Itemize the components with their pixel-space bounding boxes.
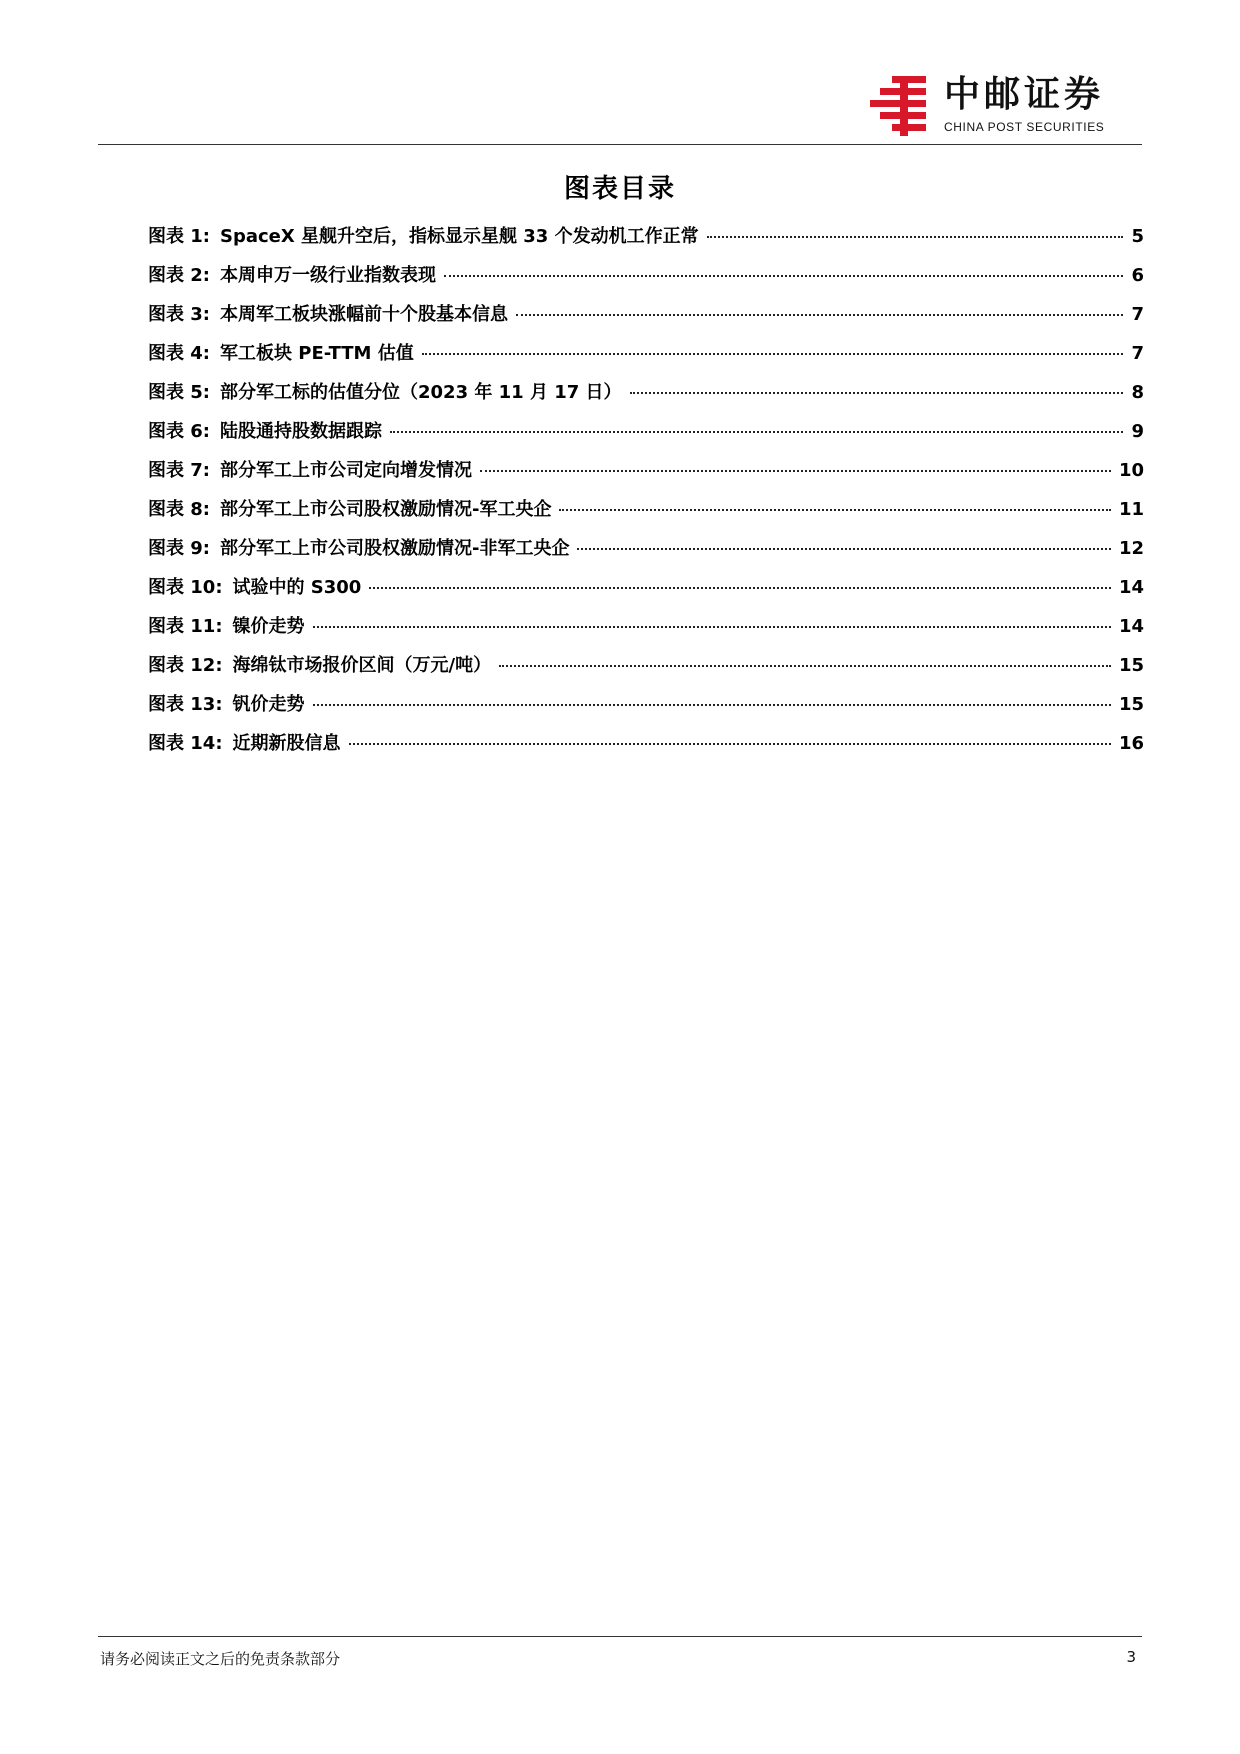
dot-leader: [313, 626, 1111, 628]
page-number: 3: [1126, 1648, 1136, 1666]
toc-entry-page: 6: [1131, 265, 1144, 286]
toc-entry-title: 近期新股信息: [232, 733, 341, 754]
toc-entry[interactable]: [148, 534, 1144, 573]
toc-entry-label: 图表 1:: [148, 226, 210, 247]
toc-entry-title: SpaceX 星舰升空后，指标显示星舰 33 个发动机工作正常: [220, 226, 699, 247]
toc-entry-title: 部分军工上市公司定向增发情况: [220, 460, 472, 481]
toc-entry[interactable]: [148, 261, 1144, 300]
toc-entry-label: 图表 7:: [148, 460, 210, 481]
footer-divider: [98, 1636, 1142, 1637]
toc-entry-title: 镍价走势: [232, 616, 305, 637]
toc-entry-title: 部分军工上市公司股权激励情况-非军工央企: [220, 538, 570, 559]
logo-chinese-name: 中邮证券: [944, 74, 1105, 115]
dot-leader: [516, 314, 1123, 316]
dot-leader: [577, 548, 1110, 550]
toc-entry[interactable]: [148, 573, 1144, 612]
toc-entry-label: 图表 6:: [148, 421, 210, 442]
header-divider: [98, 144, 1142, 145]
toc-entry-page: 7: [1131, 304, 1144, 325]
toc-entry[interactable]: [148, 222, 1144, 261]
dot-leader: [630, 392, 1124, 394]
dot-leader: [480, 470, 1111, 472]
toc-entry-label: 图表 11:: [148, 616, 223, 637]
toc-entry[interactable]: [148, 456, 1144, 495]
toc-entry-title: 部分军工上市公司股权激励情况-军工央企: [220, 499, 552, 520]
toc-entry-page: 16: [1118, 733, 1144, 754]
toc-entry-page: 10: [1118, 460, 1144, 481]
toc-entry-label: 图表 8:: [148, 499, 210, 520]
toc-entry-title: 钒价走势: [232, 694, 305, 715]
toc-entry-label: 图表 13:: [148, 694, 223, 715]
toc-entry-label: 图表 9:: [148, 538, 210, 559]
toc-entry-page: 9: [1131, 421, 1144, 442]
dot-leader: [422, 353, 1124, 355]
toc-entry[interactable]: [148, 339, 1144, 378]
dot-leader: [707, 236, 1124, 238]
toc-entry[interactable]: [148, 651, 1144, 690]
toc-entry-page: 14: [1118, 616, 1144, 637]
toc-entry-page: 7: [1131, 343, 1144, 364]
toc-entry-label: 图表 4:: [148, 343, 210, 364]
dot-leader: [313, 704, 1111, 706]
table-of-figures: [148, 222, 1144, 768]
toc-entry-page: 15: [1118, 694, 1144, 715]
toc-entry-title: 试验中的 S300: [232, 577, 362, 598]
toc-entry[interactable]: [148, 300, 1144, 339]
toc-entry-page: 12: [1118, 538, 1144, 559]
toc-entry-title: 本周军工板块涨幅前十个股基本信息: [220, 304, 508, 325]
page-header: [98, 0, 1142, 146]
toc-entry-label: 图表 2:: [148, 265, 210, 286]
dot-leader: [390, 431, 1123, 433]
toc-entry-title: 海绵钛市场报价区间（万元/吨）: [232, 655, 492, 676]
toc-entry[interactable]: [148, 690, 1144, 729]
toc-title: 图表目录: [563, 174, 676, 204]
logo-english-name: CHINA POST SECURITIES: [944, 120, 1105, 134]
toc-entry-label: 图表 3:: [148, 304, 210, 325]
toc-entry-page: 5: [1131, 226, 1144, 247]
toc-entry-title: 本周申万一级行业指数表现: [220, 265, 436, 286]
toc-entry-label: 图表 14:: [148, 733, 223, 754]
toc-entry-page: 14: [1118, 577, 1144, 598]
toc-entry-page: 8: [1131, 382, 1144, 403]
dot-leader: [369, 587, 1111, 589]
toc-entry[interactable]: [148, 495, 1144, 534]
dot-leader: [349, 743, 1111, 745]
dot-leader: [444, 275, 1123, 277]
toc-entry-page: 11: [1118, 499, 1144, 520]
toc-entry[interactable]: [148, 417, 1144, 456]
dot-leader: [559, 509, 1110, 511]
toc-entry-label: 图表 12:: [148, 655, 223, 676]
toc-entry[interactable]: [148, 729, 1144, 768]
toc-entry-title: 部分军工标的估值分位（2023 年 11 月 17 日）: [220, 382, 622, 403]
toc-entry-page: 15: [1118, 655, 1144, 676]
toc-entry-title: 陆股通持股数据跟踪: [220, 421, 382, 442]
toc-entry-label: 图表 10:: [148, 577, 223, 598]
china-post-logo-icon: [870, 74, 934, 138]
company-logo: [870, 74, 1142, 140]
toc-entry[interactable]: [148, 612, 1144, 651]
dot-leader: [499, 665, 1111, 667]
toc-entry-label: 图表 5:: [148, 382, 210, 403]
toc-entry[interactable]: [148, 378, 1144, 417]
disclaimer-note: 请务必阅读正文之后的免责条款部分: [100, 1650, 341, 1668]
toc-entry-title: 军工板块 PE-TTM 估值: [220, 343, 414, 364]
